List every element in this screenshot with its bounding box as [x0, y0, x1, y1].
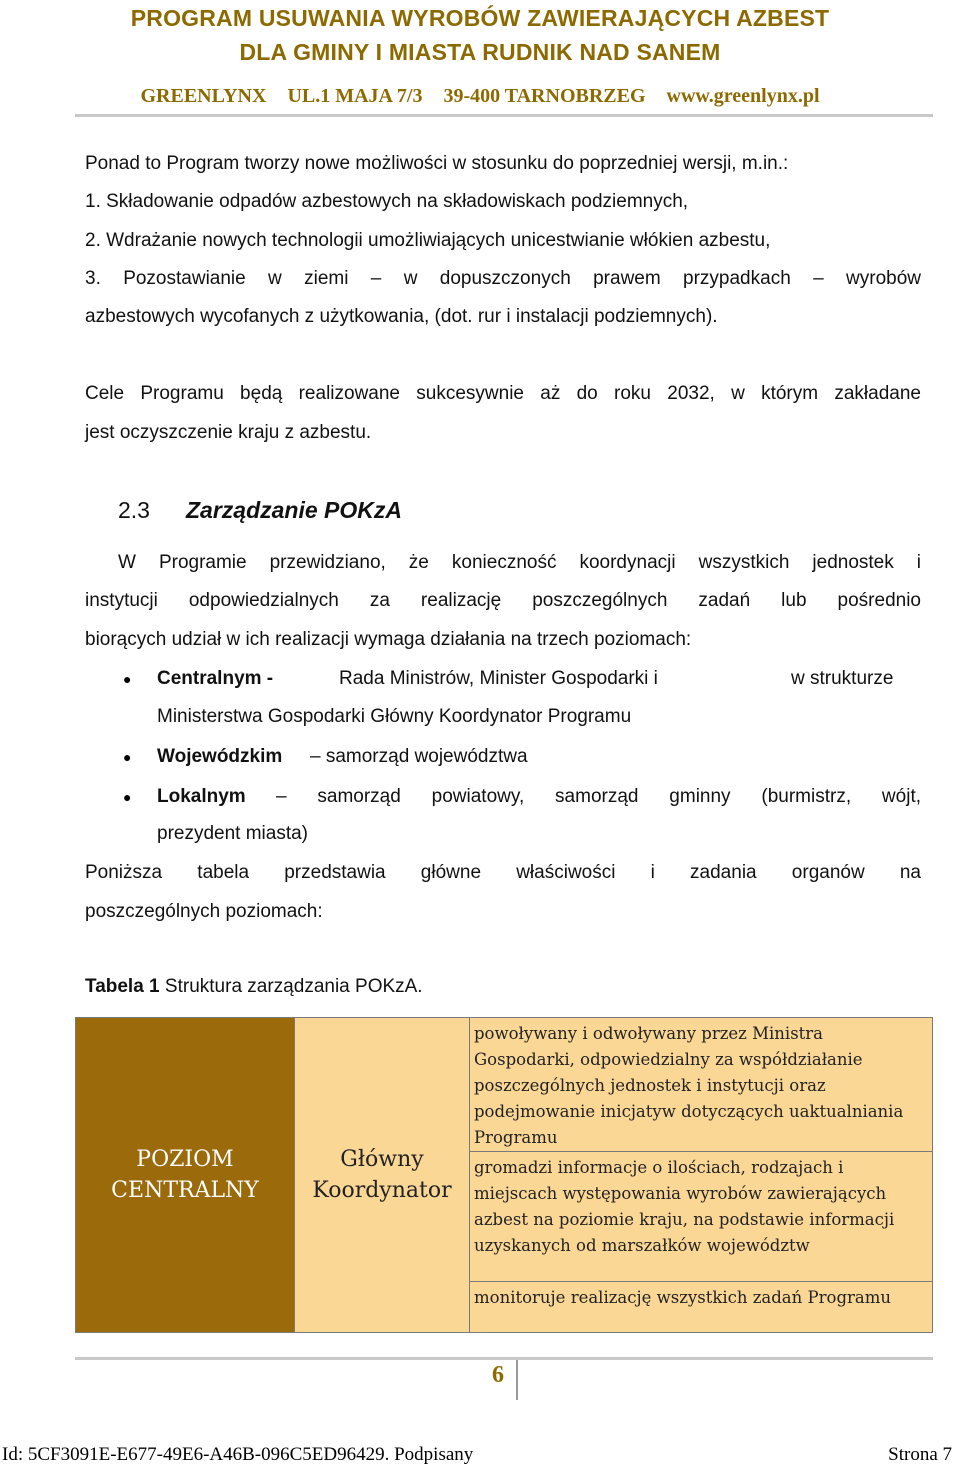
bullet-icon: ● — [123, 749, 132, 765]
table-intro-line2: poszczególnych poziomach: — [85, 901, 323, 922]
organ-line1: Główny — [340, 1147, 424, 1172]
table-intro-line1: Poniższa tabela przedstawia główne właściwości i zadania organów na — [85, 862, 921, 883]
level-cell — [76, 1018, 295, 1333]
bullet-2-bold: Wojewódzkim — [157, 746, 283, 767]
footer-divider — [75, 1357, 933, 1360]
header-title-line2: DLA GMINY I MIASTA RUDNIK NAD SANEM — [239, 39, 721, 65]
bullet-1-line2: Ministerstwa Gospodarki Główny Koordynator Programu — [157, 706, 632, 727]
bullet-icon: ● — [123, 789, 132, 805]
intro-lead: Ponad to Program tworzy nowe możliwości w stosunku do poprzedniej wersji, m.in.: — [85, 153, 789, 174]
goals-line1: Cele Programu będą realizowane sukcesywnie aż do roku 2032, w którym zakładane — [85, 383, 921, 404]
intro-item-1: 1. Składowanie odpadów azbestowych na składowiskach podziemnych, — [85, 191, 689, 212]
header-title-line1: PROGRAM USUWANIA WYROBÓW ZAWIERAJĄCYCH AZBEST — [130, 5, 830, 31]
page-number: 6 — [492, 1362, 504, 1388]
page-number-bar — [516, 1360, 518, 1400]
page-label: Strona 7 — [888, 1444, 952, 1465]
company-address: UL.1 MAJA 7/3 — [287, 85, 423, 107]
level-line2: CENTRALNY — [111, 1178, 259, 1203]
bullet-1-text: Rada Ministrów, Minister Gospodarki i — [339, 668, 658, 689]
header-contact — [0, 83, 960, 109]
bullet-3-text: – samorząd powiatowy, samorząd gminny (burmistrz, wójt, — [276, 786, 921, 807]
bullet-1-bold: Centralnym - — [157, 668, 274, 689]
organ-line2: Koordynator — [312, 1178, 452, 1203]
document-id: Id: 5CF3091E-E677-49E6-A46B-096C5ED96429. Podpisany — [2, 1444, 474, 1465]
bullet-icon: ● — [123, 671, 132, 687]
company-city: 39-400 TARNOBRZEG — [443, 85, 646, 107]
bullet-2-text: – samorząd województwa — [310, 746, 528, 767]
duty-cell: powoływany i odwoływany przez Ministra Gospodarki, odpowiedzialny za współdziałanie poszczególnych jednostek i instytucji oraz podejmowanie inicjatyw dotyczących uaktualniania Programu — [470, 1018, 933, 1152]
duty-cell: gromadzi informacje o ilościach, rodzajach i miejscach występowania wyrobów zawierających azbest na poziomie kraju, na podstawie informacji uzyskanych od marszałków województw — [470, 1152, 933, 1282]
para-line1: W Programie przewidziano, że konieczność koordynacji wszystkich jednostek i — [118, 552, 921, 573]
table-row — [76, 1018, 933, 1152]
management-structure-table — [75, 1017, 933, 1333]
organ-cell — [295, 1018, 470, 1333]
company-name: GREENLYNX — [140, 85, 267, 107]
bullet-1-tail: w strukturze — [791, 668, 894, 689]
section-number: 2.3 — [118, 497, 150, 523]
intro-item-3a: 3. Pozostawianie w ziemi – w dopuszczonych prawem przypadkach – wyrobów — [85, 268, 921, 289]
level-line1: POZIOM — [136, 1147, 234, 1172]
bullet-3-bold: Lokalnym — [157, 786, 246, 807]
company-website[interactable]: www.greenlynx.pl — [666, 85, 820, 107]
section-title: Zarządzanie POKzA — [186, 497, 402, 523]
para-line2: instytucji odpowiedzialnych za realizację poszczególnych zadań lub pośrednio — [85, 590, 921, 611]
para-line3: biorących udział w ich realizacji wymaga działania na trzech poziomach: — [85, 629, 692, 650]
intro-item-3b: azbestowych wycofanych z użytkowania, (dot. rur i instalacji podziemnych). — [85, 306, 718, 327]
goals-line2: jest oczyszczenie kraju z azbestu. — [85, 422, 372, 443]
bullet-3-line2: prezydent miasta) — [157, 823, 309, 844]
intro-item-2: 2. Wdrażanie nowych technologii umożliwiających unicestwianie włókien azbestu, — [85, 230, 771, 251]
header-divider — [75, 114, 933, 117]
duty-cell: monitoruje realizację wszystkich zadań Programu — [470, 1282, 933, 1333]
table-caption: Tabela 1 Struktura zarządzania POKzA. — [85, 976, 423, 997]
